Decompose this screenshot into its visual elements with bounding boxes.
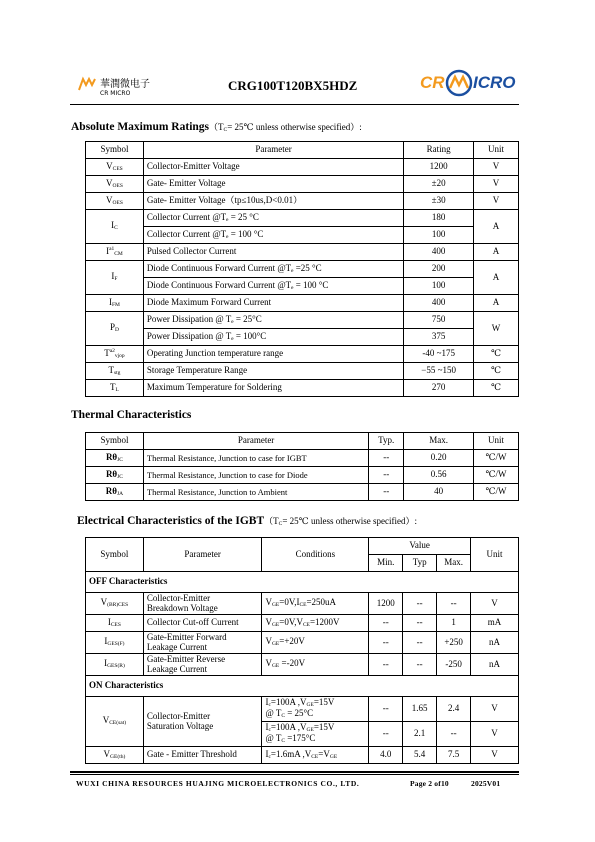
- elec-header-min: Min.: [369, 555, 403, 572]
- table-row: [86, 363, 519, 380]
- vcesat-cond-25: $I_c=100A$ $,V_{GE}=15V$ @ $T_C = 25^\circ C$: [262, 697, 369, 722]
- elec-header-symbol: Symbol: [86, 538, 144, 572]
- thermal-header-1: Parameter: [143, 433, 368, 450]
- abs-rating: 100: [404, 278, 474, 295]
- vcesat-max-25: 2.4: [437, 697, 471, 722]
- elec-title: Electrical Characteristics of the $IGBT(T_C=$ 25℃ unless otherwise specified）:: [77, 515, 417, 527]
- footer: [76, 779, 516, 788]
- logo-text-left: CR: [420, 73, 445, 92]
- cr-micro-small-logo-icon: [78, 76, 98, 92]
- vcesat-min-25: --: [369, 697, 403, 722]
- abs-parameter: Operating Junction temperature range: [143, 346, 403, 363]
- off-symbol: $V_{(BR)CES}$: [86, 593, 144, 615]
- thermal-unit: ℃/W: [474, 467, 519, 484]
- table-row: [86, 346, 519, 363]
- vcesat-unit-25: V: [471, 697, 519, 722]
- vcesat-cond-175: $I_c=100A$ $,V_{GE}=15V$ @ $T_C =175^\circ C$: [262, 722, 369, 747]
- abs-parameter: Maximum Temperature for Soldering: [143, 380, 403, 397]
- table-row: [86, 312, 519, 329]
- elec-header-unit: Unit: [471, 538, 519, 572]
- off-max: --: [437, 593, 471, 615]
- on-characteristics-heading: ON Characteristics: [86, 676, 519, 697]
- thermal-symbol: $R\theta_{JC}$: [86, 467, 144, 484]
- table-row: [86, 632, 519, 654]
- abs-parameter: Gate- Emitter Voltage: [143, 176, 403, 193]
- off-unit: nA: [471, 654, 519, 676]
- elec-header-conditions: Conditions: [262, 538, 369, 572]
- off-parameter: Gate-Emitter Reverse Leakage Current: [143, 654, 262, 676]
- thermal-unit: ℃/W: [474, 484, 519, 501]
- abs-unit: ℃: [474, 363, 519, 380]
- off-conditions: $V_{GE}=0V,V_{CE}=1200V$: [262, 615, 369, 632]
- vcesat-parameter: Collector-Emitter Saturation Voltage: [143, 697, 262, 747]
- abs-unit: W: [474, 312, 519, 346]
- thermal-symbol: $R\theta_{JC}$: [86, 450, 144, 467]
- thermal-header-3: Max.: [404, 433, 474, 450]
- abs-symbol: $V_{CES}$: [86, 159, 144, 176]
- off-typ: --: [403, 593, 437, 615]
- abs-rating: 200: [404, 261, 474, 278]
- abs-unit: V: [474, 159, 519, 176]
- logo-text-right: ICRO: [473, 73, 516, 92]
- thermal-unit: ℃/W: [474, 450, 519, 467]
- abs-rating: 1200: [404, 159, 474, 176]
- abs-header-1: Parameter: [143, 142, 403, 159]
- table-row: [86, 210, 519, 227]
- abs-unit: A: [474, 244, 519, 261]
- abs-parameter: Diode Continuous Forward Current @Tₑ =25 °C: [143, 261, 403, 278]
- abs-symbol: $V_{OES}$: [86, 176, 144, 193]
- vcesat-typ-25: 1.65: [403, 697, 437, 722]
- thermal-parameter: Thermal Resistance, Junction to case for Diode: [143, 467, 368, 484]
- footer-divider-thin: [70, 774, 519, 775]
- company-logo: [78, 74, 158, 102]
- abs-symbol: $I_{FM}$: [86, 295, 144, 312]
- thermal-table: [85, 432, 519, 501]
- off-unit: V: [471, 593, 519, 615]
- off-typ: --: [403, 632, 437, 654]
- abs-parameter: Power Dissipation @ Tₑ = 25°C: [143, 312, 403, 329]
- abs-unit: ℃: [474, 346, 519, 363]
- table-row: [86, 450, 519, 467]
- table-row: [86, 278, 519, 295]
- table-row: [86, 227, 519, 244]
- vgeth-min: 4.0: [369, 747, 403, 764]
- off-conditions: $V_{GE}=0V,I_{CE}=250uA$: [262, 593, 369, 615]
- off-symbol: $I_{GES(F)}$: [86, 632, 144, 654]
- abs-unit: V: [474, 193, 519, 210]
- off-unit: nA: [471, 632, 519, 654]
- table-row: [86, 467, 519, 484]
- abs-rating: 100: [404, 227, 474, 244]
- abs-parameter: Collector Current @Tₑ = 100 °C: [143, 227, 403, 244]
- thermal-typ: --: [369, 467, 404, 484]
- abs-unit: A: [474, 295, 519, 312]
- abs-rating: ±30: [404, 193, 474, 210]
- abs-unit: A: [474, 261, 519, 295]
- abs-parameter: Diode Maximum Forward Current: [143, 295, 403, 312]
- abs-parameter: Gate- Emitter Voltage（tp≤10us,D<0.01）: [143, 193, 403, 210]
- table-row: [86, 593, 519, 615]
- elec-header-value: Value: [369, 538, 471, 555]
- vcesat-min-175: --: [369, 722, 403, 747]
- vgeth-symbol: $V_{GE(th)}$: [86, 747, 144, 764]
- table-row: [86, 484, 519, 501]
- abs-parameter: Collector Current @Tₑ = 25 °C: [143, 210, 403, 227]
- thermal-typ: --: [369, 484, 404, 501]
- off-max: -250: [437, 654, 471, 676]
- header-divider: [70, 104, 519, 105]
- abs-symbol: $P_D$: [86, 312, 144, 346]
- off-characteristics-heading: OFF Characteristics: [86, 572, 519, 593]
- table-row: [86, 261, 519, 278]
- abs-parameter: Power Dissipation @ Tₑ = 100°C: [143, 329, 403, 346]
- elec-header-typ: Typ: [403, 555, 437, 572]
- elec-header-max: Max.: [437, 555, 471, 572]
- vgeth-max: 7.5: [437, 747, 471, 764]
- abs-parameter: Collector-Emitter Voltage: [143, 159, 403, 176]
- off-conditions: $V_{GE}=+20V$: [262, 632, 369, 654]
- thermal-header-0: Symbol: [86, 433, 144, 450]
- table-row: [86, 176, 519, 193]
- off-max: +250: [437, 632, 471, 654]
- table-row: [86, 329, 519, 346]
- thermal-header-2: Typ.: [369, 433, 404, 450]
- thermal-header-4: Unit: [474, 433, 519, 450]
- elec-header-parameter: Parameter: [143, 538, 262, 572]
- off-parameter: Collector-Emitter Breakdown Voltage: [143, 593, 262, 615]
- vgeth-conditions: $I_c=1.6mA$ $,V_{CE}=V_{GE}$: [262, 747, 369, 764]
- off-min: 1200: [369, 593, 403, 615]
- abs-rating: −55 ~150: [404, 363, 474, 380]
- abs-unit: V: [474, 176, 519, 193]
- thermal-max: 0.56: [404, 467, 474, 484]
- off-unit: mA: [471, 615, 519, 632]
- thermal-symbol: $R\theta_{JA}$: [86, 484, 144, 501]
- abs-header-0: Symbol: [86, 142, 144, 159]
- vgeth-parameter: Gate - Emitter Threshold: [143, 747, 262, 764]
- abs-parameter: Storage Temperature Range: [143, 363, 403, 380]
- thermal-parameter: Thermal Resistance, Junction to case for IGBT: [143, 450, 368, 467]
- vgeth-unit: V: [471, 747, 519, 764]
- footer-company: WUXI CHINA RESOURCES HUAJING MICROELECTRONICS CO., LTD.: [76, 779, 360, 788]
- abs-rating: 375: [404, 329, 474, 346]
- abs-max-table: [85, 141, 519, 397]
- abs-rating: 400: [404, 295, 474, 312]
- off-parameter: Gate-Emitter Forward Leakage Current: [143, 632, 262, 654]
- cr-micro-logo: [420, 68, 520, 98]
- vcesat-unit-175: V: [471, 722, 519, 747]
- off-typ: --: [403, 654, 437, 676]
- off-typ: --: [403, 615, 437, 632]
- table-row: [86, 193, 519, 210]
- elec-table: [85, 537, 519, 764]
- footer-page: Page 2 of10: [410, 779, 449, 788]
- abs-header-2: Rating: [404, 142, 474, 159]
- table-row: [86, 615, 519, 632]
- thermal-title: Thermal Characteristics: [71, 409, 192, 421]
- abs-unit: ℃: [474, 380, 519, 397]
- abs-symbol: $I_C$: [86, 210, 144, 244]
- vcesat-symbol: $V_{CE(sat)}$: [86, 697, 144, 747]
- abs-rating: 180: [404, 210, 474, 227]
- abs-symbol: $I_F$: [86, 261, 144, 295]
- vcesat-typ-175: 2.1: [403, 722, 437, 747]
- off-min: --: [369, 615, 403, 632]
- abs-symbol: $T^{a2}_{vjop}$: [86, 346, 144, 363]
- table-row: [86, 654, 519, 676]
- abs-parameter: Pulsed Collector Current: [143, 244, 403, 261]
- off-symbol: $I_{CES}$: [86, 615, 144, 632]
- off-conditions: $V_{GE} =-20V$: [262, 654, 369, 676]
- vcesat-max-175: --: [437, 722, 471, 747]
- part-number-title: CRG100T120BX5HDZ: [228, 78, 358, 93]
- abs-header-3: Unit: [474, 142, 519, 159]
- abs-symbol: $I^{a1}_{CM}$: [86, 244, 144, 261]
- abs-rating: 750: [404, 312, 474, 329]
- thermal-typ: --: [369, 450, 404, 467]
- off-min: --: [369, 654, 403, 676]
- off-min: --: [369, 632, 403, 654]
- table-row: [86, 295, 519, 312]
- table-row: [86, 380, 519, 397]
- abs-unit: A: [474, 210, 519, 244]
- abs-parameter: Diode Continuous Forward Current @Tₑ = 100 °C: [143, 278, 403, 295]
- abs-max-title: Absolute Maximum $Ratings(T_C=$ 25℃ unless otherwise specified）:: [71, 121, 362, 133]
- table-row: [86, 159, 519, 176]
- abs-rating: -40 ~175: [404, 346, 474, 363]
- abs-rating: ±20: [404, 176, 474, 193]
- abs-symbol: $V_{OES}$: [86, 193, 144, 210]
- thermal-max: 0.20: [404, 450, 474, 467]
- abs-symbol: $T_L$: [86, 380, 144, 397]
- footer-divider: [70, 771, 519, 773]
- abs-rating: 270: [404, 380, 474, 397]
- table-row: [86, 244, 519, 261]
- off-symbol: $I_{GES(R)}$: [86, 654, 144, 676]
- off-parameter: Collector Cut-off Current: [143, 615, 262, 632]
- abs-symbol: $T_{stg}$: [86, 363, 144, 380]
- cr-micro-m-logo-icon: [444, 68, 474, 98]
- vgeth-typ: 5.4: [403, 747, 437, 764]
- abs-rating: 400: [404, 244, 474, 261]
- company-name-en: CR MICRO: [100, 90, 131, 97]
- thermal-parameter: Thermal Resistance, Junction to Ambient: [143, 484, 368, 501]
- footer-version: 2025V01: [471, 779, 501, 788]
- thermal-max: 40: [404, 484, 474, 501]
- off-max: 1: [437, 615, 471, 632]
- company-name-cn: 華潤微电子: [100, 79, 150, 90]
